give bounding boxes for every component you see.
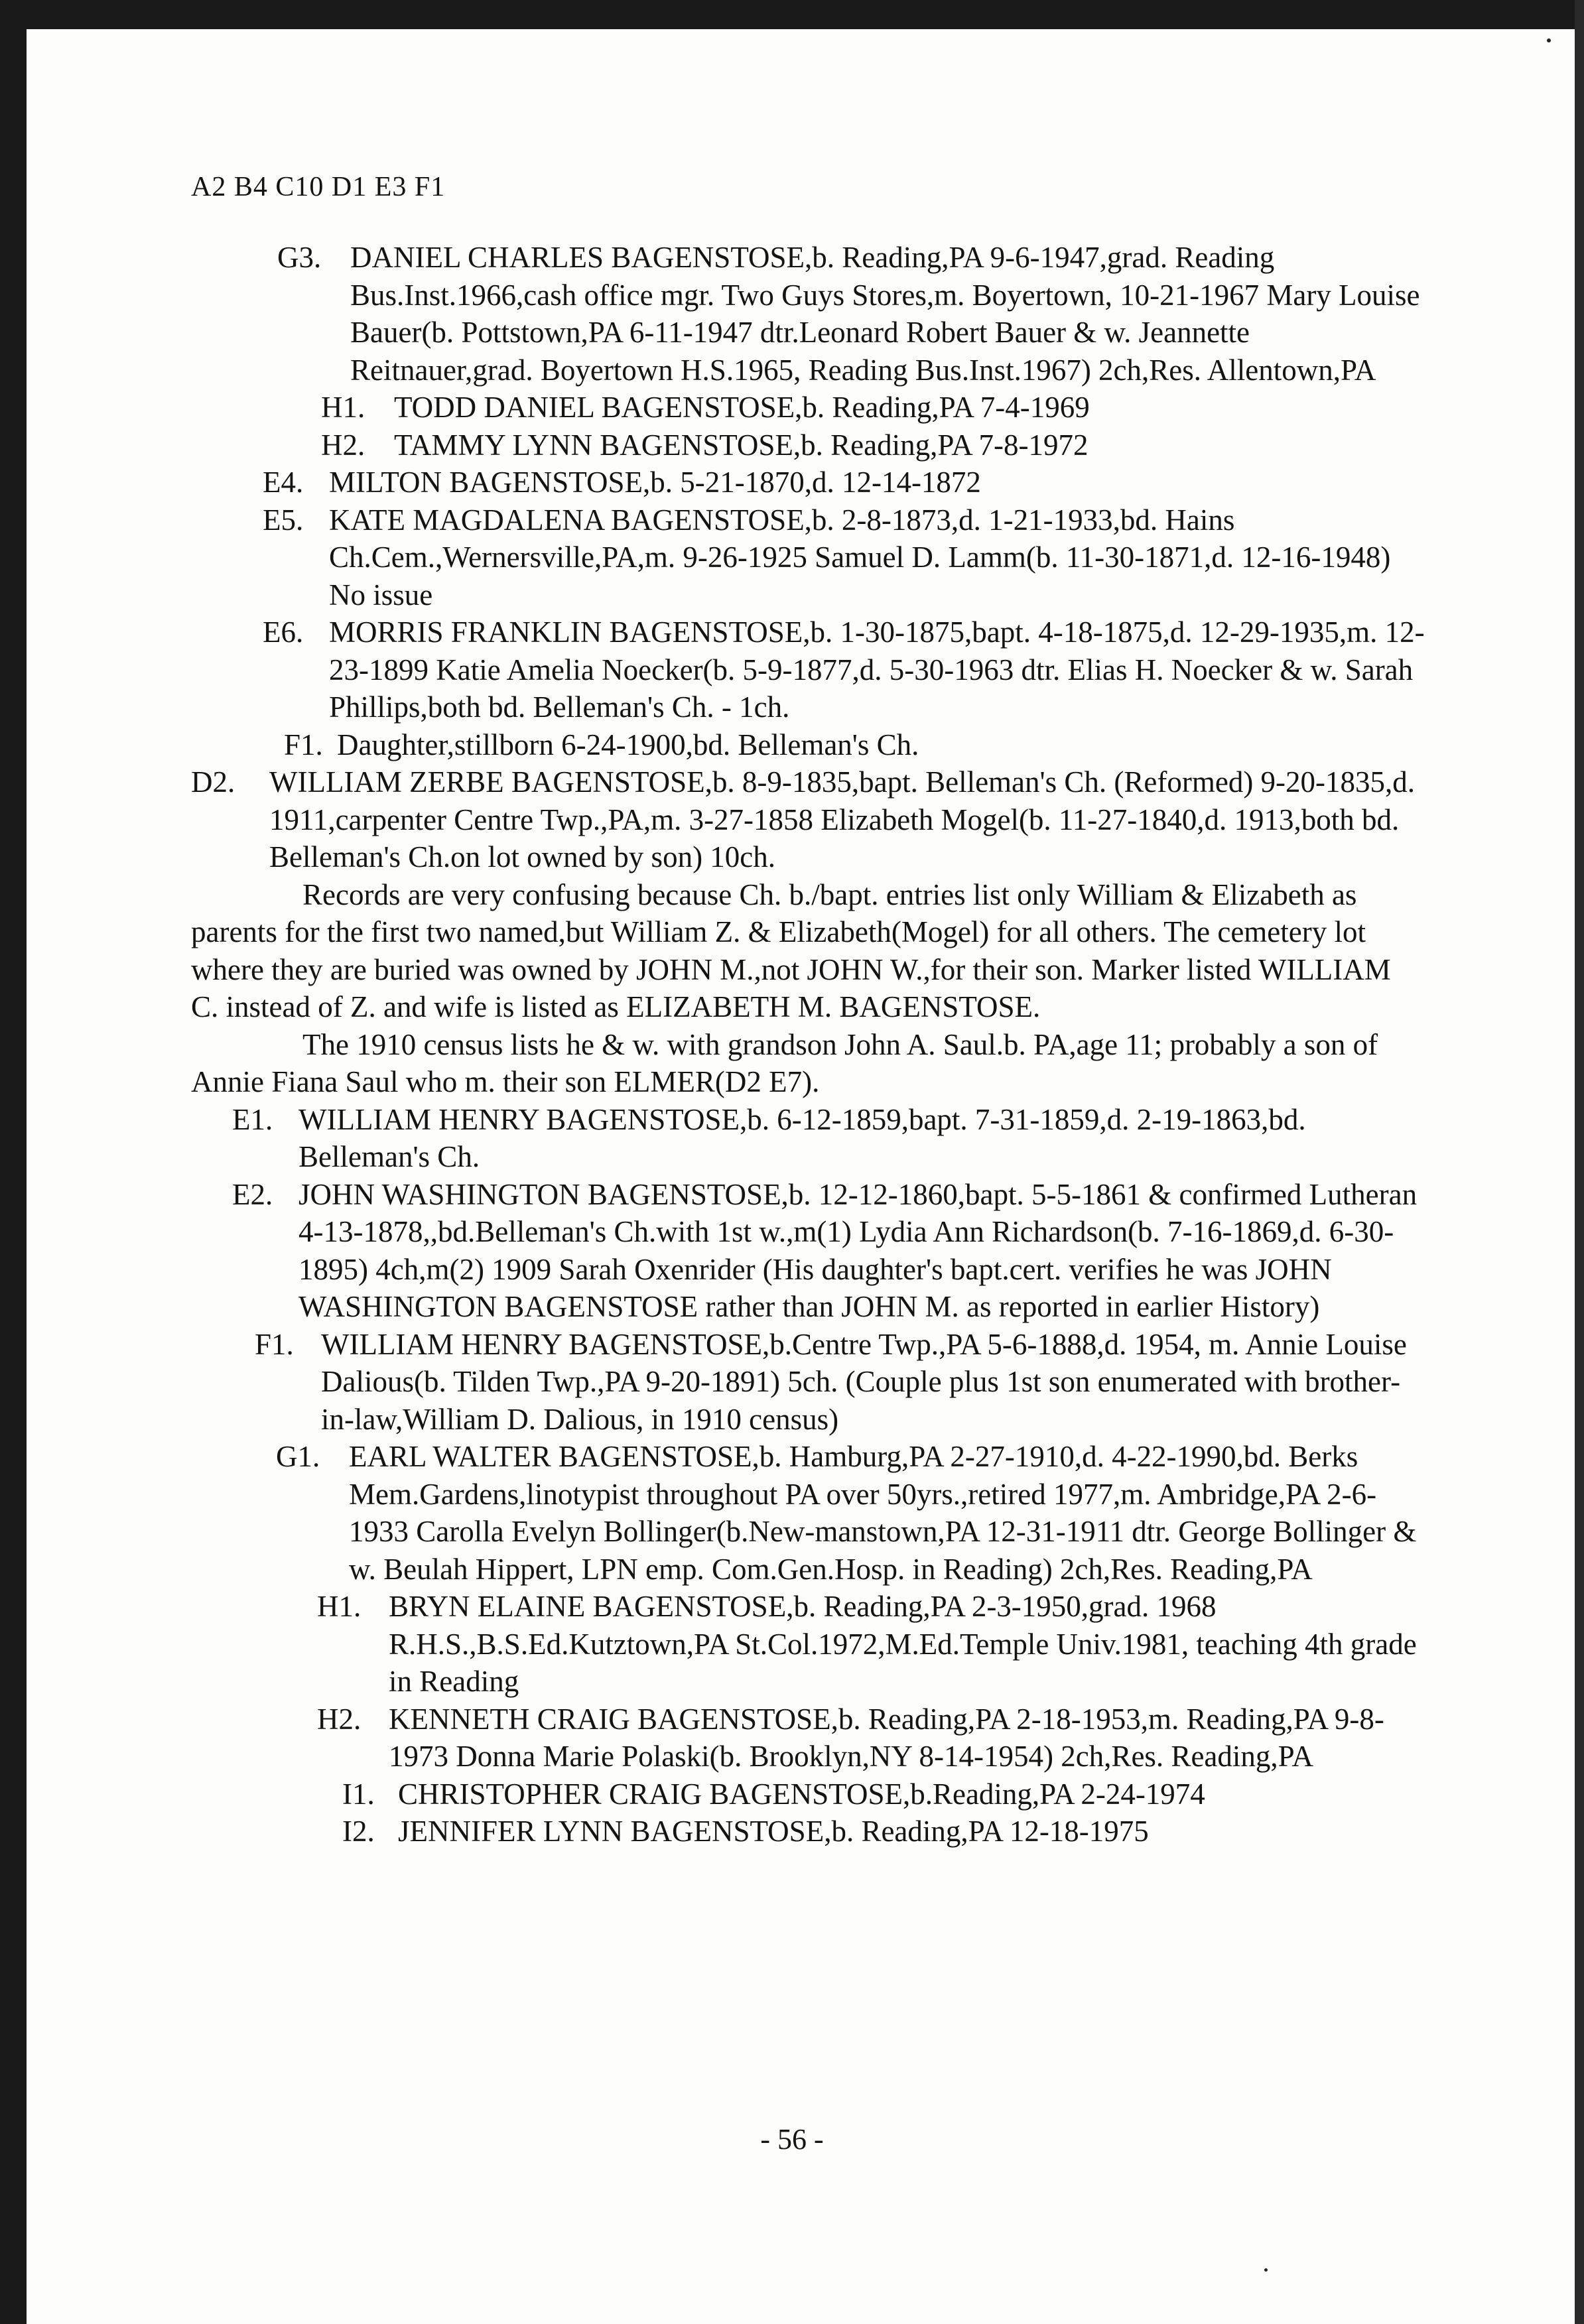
scan-edge-right: [1575, 0, 1584, 2324]
genealogy-entries: [191, 239, 1425, 1850]
entry-label: H2.: [317, 1702, 362, 1736]
genealogy-entry: [191, 1701, 1425, 1775]
genealogy-entry: [191, 1176, 1425, 1326]
entry-text: BRYN ELAINE BAGENSTOSE,b. Reading,PA 2-3-1950,grad. 1968 R.H.S.,B.S.Ed.Kutztown,PA St.Col.1972,M.Ed.Temple Univ.1981, teaching 4th grade in Reading: [389, 1590, 1417, 1698]
scan-edge-left: [0, 0, 27, 2324]
scan-edge-top: [0, 0, 1584, 29]
entry-label: E5.: [263, 503, 304, 537]
entry-label: I2.: [342, 1815, 375, 1848]
genealogy-entry: [191, 1813, 1425, 1850]
entry-text: Daughter,stillborn 6-24-1900,bd. Belleman's Ch.: [337, 728, 919, 761]
entry-label: I1.: [342, 1777, 375, 1811]
narrative-paragraph: Records are very confusing because Ch. b./bapt. entries list only William & Elizabeth as parents for the first two named,but William Z. & Elizabeth(Mogel) for all others. The cemetery lot where they are buried was owned by JOHN M.,not JOHN W.,for their son. Marker listed WILLIAM C. instead of Z. and wife is listed as ELIZABETH M. BAGENSTOSE.: [191, 877, 1391, 1023]
lineage-header: A2 B4 C10 D1 E3 F1: [191, 172, 446, 202]
genealogy-entry: [191, 239, 1425, 389]
genealogy-entry: [191, 613, 1425, 726]
entry-text: WILLIAM HENRY BAGENSTOSE,b.Centre Twp.,PA 5-6-1888,d. 1954, m. Annie Louise Dalious(b. Tilden Twp.,PA 9-20-1891) 5ch. (Couple plus 1st son enumerated with brother-in-law,William D. Dalious, in 1910 census): [321, 1327, 1407, 1436]
entry-label: H1.: [321, 391, 365, 424]
genealogy-entry: [191, 726, 1425, 764]
entry-label: H1.: [317, 1590, 362, 1623]
genealogy-entry: [191, 1326, 1425, 1439]
genealogy-entry: [191, 1775, 1425, 1813]
entry-text: EARL WALTER BAGENSTOSE,b. Hamburg,PA 2-27-1910,d. 4-22-1990,bd. Berks Mem.Gardens,linotypist throughout PA over 50yrs.,retired 1977,m. Ambridge,PA 2-6-1933 Carolla Evelyn Bollinger(b.New-manstown,PA 12-31-1911 dtr. George Bollinger & w. Beulah Hippert, LPN emp. Com.Gen.Hosp. in Reading) 2ch,Res. Reading,PA: [349, 1440, 1417, 1586]
entry-text: MORRIS FRANKLIN BAGENSTOSE,b. 1-30-1875,bapt. 4-18-1875,d. 12-29-1935,m. 12-23-1899 Katie Amelia Noecker(b. 5-9-1877,d. 5-30-1963 dtr. Elias H. Noecker & w. Sarah Phillips,both bd. Belleman's Ch. - 1ch.: [329, 615, 1425, 724]
entry-label: G1.: [276, 1440, 320, 1473]
genealogy-entry: [191, 501, 1425, 614]
narrative-paragraph: The 1910 census lists he & w. with grandson John A. Saul.b. PA,age 11; probably a son of Annie Fiana Saul who m. their son ELMER(D2 E7).: [191, 1027, 1378, 1098]
entry-label: D2.: [191, 765, 235, 799]
genealogy-entry: [191, 1438, 1425, 1588]
entry-text: KENNETH CRAIG BAGENSTOSE,b. Reading,PA 2-18-1953,m. Reading,PA 9-8-1973 Donna Marie Polaski(b. Brooklyn,NY 8-14-1954) 2ch,Res. Reading,PA: [389, 1702, 1384, 1773]
entry-text: DANIEL CHARLES BAGENSTOSE,b. Reading,PA 9-6-1947,grad. Reading Bus.Inst.1966,cash office mgr. Two Guys Stores,m. Boyertown, 10-21-1967 Mary Louise Bauer(b. Pottstown,PA 6-11-1947 dtr.Leonard Robert Bauer & w. Jeannette Reitnauer,grad. Boyertown H.S.1965, Reading Bus.Inst.1967) 2ch,Res. Allentown,PA: [350, 241, 1420, 387]
entry-label: E6.: [263, 615, 304, 649]
scan-speck: [1547, 38, 1551, 42]
entry-text: JOHN WASHINGTON BAGENSTOSE,b. 12-12-1860,bapt. 5-5-1861 & confirmed Lutheran 4-13-1878,,bd.Belleman's Ch.with 1st w.,m(1) Lydia Ann Richardson(b. 7-16-1869,d. 6-30-1895) 4ch,m(2) 1909 Sarah Oxenrider (His daughter's bapt.cert. verifies he was JOHN WASHINGTON BAGENSTOSE rather than JOHN M. as reported in earlier History): [298, 1177, 1418, 1323]
entry-text: CHRISTOPHER CRAIG BAGENSTOSE,b.Reading,PA 2-24-1974: [398, 1777, 1205, 1811]
entry-label: E4.: [263, 466, 304, 499]
page-number: - 56 -: [760, 2123, 824, 2156]
entry-text: KATE MAGDALENA BAGENSTOSE,b. 2-8-1873,d. 1-21-1933,bd. Hains Ch.Cem.,Wernersville,PA,m. 9-26-1925 Samuel D. Lamm(b. 11-30-1871,d. 12-16-1948) No issue: [329, 503, 1391, 612]
entry-text: TODD DANIEL BAGENSTOSE,b. Reading,PA 7-4-1969: [394, 391, 1090, 424]
entry-label: E1.: [232, 1102, 273, 1136]
genealogy-entry: [191, 1588, 1425, 1701]
genealogy-entry: [191, 1101, 1425, 1176]
entry-label: G3.: [277, 241, 322, 274]
entry-text: WILLIAM ZERBE BAGENSTOSE,b. 8-9-1835,bapt. Belleman's Ch. (Reformed) 9-20-1835,d. 1911,carpenter Centre Twp.,PA,m. 3-27-1858 Elizabeth Mogel(b. 11-27-1840,d. 1913,both bd. Belleman's Ch.on lot owned by son) 10ch.: [269, 765, 1416, 873]
genealogy-entry: [191, 763, 1425, 876]
entry-text: TAMMY LYNN BAGENSTOSE,b. Reading,PA 7-8-1972: [394, 428, 1089, 462]
entry-label: E2.: [232, 1177, 273, 1211]
entry-text: WILLIAM HENRY BAGENSTOSE,b. 6-12-1859,bapt. 7-31-1859,d. 2-19-1863,bd. Belleman's Ch.: [298, 1102, 1306, 1173]
entry-label: F1.: [284, 728, 323, 761]
entry-text: JENNIFER LYNN BAGENSTOSE,b. Reading,PA 12-18-1975: [398, 1815, 1149, 1848]
entry-label: H2.: [321, 428, 365, 462]
genealogy-entry: [191, 389, 1425, 426]
genealogy-entry: [191, 464, 1425, 501]
genealogy-entry: [191, 426, 1425, 464]
entry-text: MILTON BAGENSTOSE,b. 5-21-1870,d. 12-14-1872: [329, 466, 981, 499]
scan-speck: [1264, 2268, 1268, 2272]
entry-label: F1.: [255, 1327, 294, 1361]
